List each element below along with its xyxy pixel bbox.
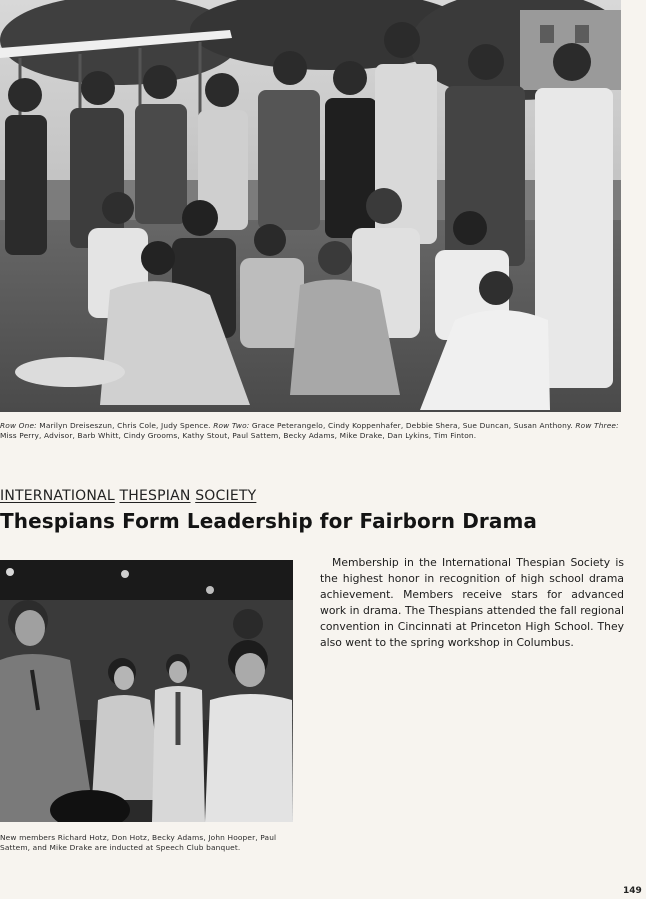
members-photo-caption: New members Richard Hotz, Don Hotz, Becky Adams, John Hooper, Paul Sattem, and Mike Drake are inducted at Speech Club banquet.	[0, 833, 277, 852]
members-photo	[0, 560, 293, 822]
row-one-names: Marilyn Dreiseszun, Chris Cole, Judy Spence.	[39, 421, 211, 430]
row-two-label: Row Two:	[213, 421, 250, 430]
row-three-names: Miss Perry, Advisor, Barb Whitt, Cindy Grooms, Kathy Stout, Paul Sattem, Becky Adams, Mike Drake, Dan Lykins, Tim Finton.	[0, 431, 477, 440]
section-word-3: SOCIETY	[195, 488, 257, 504]
page-number: 149	[623, 886, 642, 896]
members-photo-illustration	[0, 560, 293, 822]
row-two-names: Grace Peterangelo, Cindy Koppenhafer, Debbie Shera, Sue Duncan, Susan Anthony.	[251, 421, 573, 430]
group-photo	[0, 0, 621, 412]
section-label	[0, 488, 256, 504]
article-body: Membership in the International Thespian Society is the highest honor in recognition of high school drama achievement. Members receive stars for advanced work in drama. The Thespians attended the fall regional convention in Cincinnati at Princeton High School. They also went to the spring workshop in Columbus.	[320, 556, 624, 649]
group-photo-illustration	[0, 0, 621, 412]
row-one-label: Row One:	[0, 421, 37, 430]
row-three-label: Row Three:	[575, 421, 619, 430]
group-photo-caption	[0, 421, 630, 441]
page-headline: Thespians Form Leadership for Fairborn Drama	[0, 509, 537, 533]
section-word-1: INTERNATIONAL	[0, 488, 115, 504]
section-word-2: THESPIAN	[119, 488, 191, 504]
